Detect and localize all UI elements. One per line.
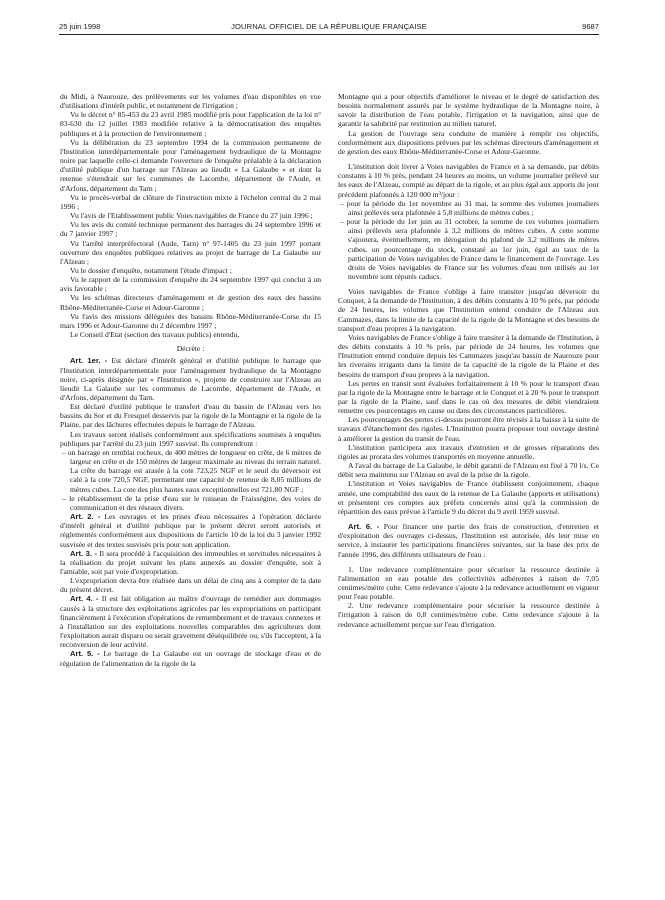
paragraph: Les travaux seront réalisés conformément aux spécifications soumises à enquêtes publiques par l'arrêté du 23 juin 1997 susvisé. Ils comprendront : [60,429,321,448]
paragraph: Montagne qui a pour objectifs d'améliorer le niveau et le degré de satisfaction des besoins normalement assurés par le système hydraulique de la Montagne noire, à savoir la distribution de l'eau potable, l'irrigation et la navigation, ainsi que de garantir la salubrité par restitution au milieu naturel. [338,92,599,129]
paragraph: du Midi, à Naurouze, des prélèvements sur les volumes d'eau disponibles en vue d'utilisations d'intérêt public, et notamment de l'irrigation ; [60,92,321,111]
paragraph: Est déclaré d'utilité publique le transfert d'eau du bassin de l'Alzeau vers les bassins du Sor et du Fresquel desservis par la rigole de la Montagne et la rigole de la Plaine, par des lâchures effectuées depuis le barrage de l'Alzeau. [60,402,321,430]
paragraph: Les pourcentages des pertes ci-dessus pourront être révisés à la baisse à la suite de travaux d'étanchement des rigoles. L'Institution pourra proposer tout ouvrage destiné à améliorer la gestion du transit de l'eau. [338,415,599,443]
paragraph: Vu l'arrêté interpréfectoral (Aude, Tarn) n° 97-1405 du 23 juin 1997 portant ouverture des enquêtes publiques relatives au projet de barrage de La Galaube sur l'Alzeau ; [60,238,321,266]
list-item: – le rétablissement de la prise d'eau sur le ruisseau de Fraisségine, des voies de communication et des réseaux divers. [60,494,321,512]
paragraph: Voies navigables de France s'oblige à faire transiter à la demande de l'Institution, à des débits constants à 10 % près, par période de 24 heures, les volumes que l'Institution entend conduire depuis les Cammazes jusqu'au bassin de Naurouze pour les riverains irrigants dans la limite de la capacité de la rigole de la Plaine et des besoins de transport d'eau propres à la navigation. [338,332,599,379]
paragraph: Le Conseil d'Etat (section des travaux publics) entendu, [70,330,240,340]
page-header [59,0,599,31]
paragraph: L'institution doit livrer à Voies navigables de France et à sa demande, par débits constants à 10 % près, pendant 24 heures au moins, un volume journalier prélevé sur les eaux de l'Alzeau, compté au départ de la rigole, et au plus égal aux apports du jour précédent plafonnés à 120 000 m³/jour : [338,162,599,199]
header-page-number: 9687 [582,22,599,31]
article-1: Art. 1er. - Est déclaré d'intérêt général et d'utilité publique le barrage que l'Institution interdépartementale pour l'aménagement hydraulique de la Montagne noire, ci-après désignée par « l'Institution », projette de construire sur l'Alzeau au lieudit La Galaube sur les communes de Lacombe, département de l'Aude, et d'Arfons, département du Tarn. [60,356,321,402]
left-column [60,92,321,892]
decree-heading: Décrète : [176,344,205,354]
paragraph: Vu le procès-verbal de clôture de l'instruction mixte à l'échelon central du 2 mai 1996 ; [60,192,321,211]
paragraph: Vu les avis du comité technique permanent des barrages du 24 septembre 1996 et du 7 janvier 1997 ; [60,220,321,239]
header-date: 25 juin 1998 [59,22,101,31]
paragraph: La gestion de l'ouvrage sera conduite de manière à remplir ces objectifs, conformément aux dispositions prévues par les schémas directeurs d'aménagement et de gestion des eaux Rhône-Méditerranée-Corse et Adour-Garonne. [338,128,599,156]
paragraph: Voies navigables de France s'oblige à faire transiter jusqu'au déversoir du Conquet, à la demande de l'Institution, à des débits constants à 10 % près, par période de 24 heures, les volumes que l'Institution entend conduire de l'Alzeau aux Cammazes, dans la limite de la capacité de la rigole de la Montagne et des besoins de transport d'eau propres à la navigation. [338,287,599,333]
works-list [60,448,321,512]
right-column [338,92,599,892]
periods-list [338,199,599,281]
article-label: Art. 4. - [70,594,99,604]
article-label: Art. 5. - [70,649,100,659]
paragraph: L'institution et Voies navigables de France établissent conjointement, chaque année, une comptabilité des eaux de la retenue de La Galaube (apports et utilisations) et présentent ces comptes aux préfets concernés ainsi qu'à la commission de répartition des eaux prévue à l'article 9 du décret du 9 avril 1959 susvisé. [338,479,599,516]
paragraph: Vu l'avis des missions déléguées des bassins Rhône-Méditerranée-Corse du 15 mars 1996 et Adour-Garonne du 2 décembre 1997 ; [60,311,321,330]
paragraph: L'institution participera aux travaux d'entretien et de grosses réparations des rigoles au prorata des volumes transportés en moyenne annuelle. [338,442,599,461]
list-item: – un barrage en remblai rocheux, de 400 mètres de longueur en crête, de 6 mètres de largeur en crête et de 150 mètres de largeur maximale au niveau du terrain naturel. La crête du barrage est arasée à la cote 723,25 NGF et le seuil du déversoir est calé à la cote 720,5 NGF, permettant une capacité de retenue de 8,05 millions de mètres cubes. La cote des plus hautes eaux exceptionnelles est 721,80 NGF ; [60,448,321,494]
article-6: Art. 6. - Pour financer une partie des frais de construction, d'entretien et d'exploitation des ouvrages ci-dessus, l'Institution est autorisée, dès leur mise en service, à instaurer les participations financières suivantes, sur la base des prix de l'année 1996, des différents utilisateurs de l'eau : [338,522,599,559]
article-label: Art. 2. - [70,512,101,522]
article-3: Art. 3. - Il sera procédé à l'acquisition des immeubles et servitudes nécessaires à la réalisation du projet suivant les plans annexés au dossier d'enquête, soit à l'amiable, soit par voie d'expropriation. [60,548,321,576]
article-2: Art. 2. - Les ouvrages et les prises d'eau nécessaires à l'opération déclarée d'intérêt général et d'utilité publique par le présent décret seront autorisés et réglementés conformément aux dispositions de l'article 10 de la loi du 3 janvier 1992 susvisée et des textes susvisés pris pour son application. [60,512,321,549]
article-4: Art. 4. - Il est fait obligation au maître d'ouvrage de remédier aux dommages causés à la structure des exploitations agricoles par les expropriations en participant financièrement à l'exécution d'opérations de remembrement et de travaux connexes et à l'installation sur des exploitations nouvelles comparables des agriculteurs dont l'exploitation aurait disparu ou serait gravement déséquilibrée ou, s'ils l'acceptent, à la reconversion de leur activité. [60,594,321,650]
list-item: – pour la période du 1er novembre au 31 mai, la somme des volumes journaliers ainsi prélevés sera plafonnée à 5,8 millions de mètres cubes ; [338,199,599,217]
header-title: JOURNAL OFFICIEL DE LA RÉPUBLIQUE FRANÇAISE [231,22,427,31]
article-label: Art. 3. - [70,548,98,558]
article-label: Art. 6. - [348,522,380,532]
paragraph: Vu le rapport de la commission d'enquête du 24 septembre 1997 qui conclut à un avis favorable ; [60,275,321,294]
header-rule [59,34,599,35]
paragraph: 2. Une redevance complémentaire pour sécuriser la ressource destinée à l'irrigation à raison de 0,8 centimes/mètre cube. Cette redevance s'ajoute à la redevance actuellement perçue sur l'eau d'irrigation. [338,601,599,629]
paragraph: L'expropriation devra être réalisée dans un délai de cinq ans à compter de la date du présent décret. [60,576,321,595]
paragraph: A l'aval du barrage de La Galaube, le débit garanti de l'Alzeau est fixé à 70 l/s. Ce débit sera maintenu sur l'Alzeau en aval de la prise de la rigole. [338,461,599,480]
list-item: – pour la période du 1er juin au 31 octobre, la somme de ces volumes journaliers ainsi prélevés sera plafonnée à 3,2 millions de mètres cubes. A cette somme s'ajoutera, éventuellement, en dérogation du plafond de 3,2 millions de mètres cubes, un pourcentage du stock, constaté au 1er juin, égal au taux de la participation de Voies navigables de France dans le financement de l'ouvrage. Les droits de Voies navigables de France sur les volumes d'eau non utilisés au 1er novembre sont réputés caducs. [338,217,599,281]
paragraph: Vu la délibération du 23 septembre 1994 de la commission permanente de l'Institution interdépartementale pour l'aménagement hydraulique de la Montagne noire par laquelle celle-ci demande l'ouverture de l'enquête préalable à la déclaration d'utilité publique d'un barrage sur l'Alzeau au lieudit « La Galaube » et dont la retenue s'étendrait sur les communes de Lacombe, département de l'Aude, et d'Arfons, département du Tarn ; [60,137,321,193]
paragraph: Vu le décret n° 85-453 du 23 avril 1985 modifié pris pour l'application de la loi n° 83-630 du 12 juillet 1983 modifiée relative à la démocratisation des enquêtes publiques et à la protection de l'environnement ; [60,110,321,138]
paragraph: 1. Une redevance complémentaire pour sécuriser la ressource destinée à l'alimentation en eau potable des collectivités adhérentes à raison de 7,05 centimes/mètre cube. Cette redevance s'ajoute à la redevance actuellement en vigueur pour l'eau potable. [338,564,599,602]
paragraph: Vu le dossier d'enquête, notamment l'étude d'impact ; [70,265,232,275]
paragraph: Vu l'avis de l'Etablissement public Voies navigables de France du 27 juin 1996 ; [70,211,313,221]
paragraph: Les pertes en transit sont évaluées forfaitairement à 10 % pour le transport d'eau par la rigole de la Montagne entre le barrage et le Conquet et à 20 % pour le transport par la rigole de la Plaine, sauf dans le cas où des mesures de débit viendraient remettre ces pourcentages en cause ou dans des circonstances particulières. [338,378,599,416]
paragraph: Vu les schémas directeurs d'aménagement et de gestion des eaux des bassins Rhône-Méditerranée-Corse et Adour-Garonne ; [60,293,321,312]
article-label: Art. 1er. - [70,356,108,366]
article-5: Art. 5. - Le barrage de La Galaube est un ouvrage de stockage d'eau et de régulation de l'alimentation de la rigole de la [60,649,321,668]
